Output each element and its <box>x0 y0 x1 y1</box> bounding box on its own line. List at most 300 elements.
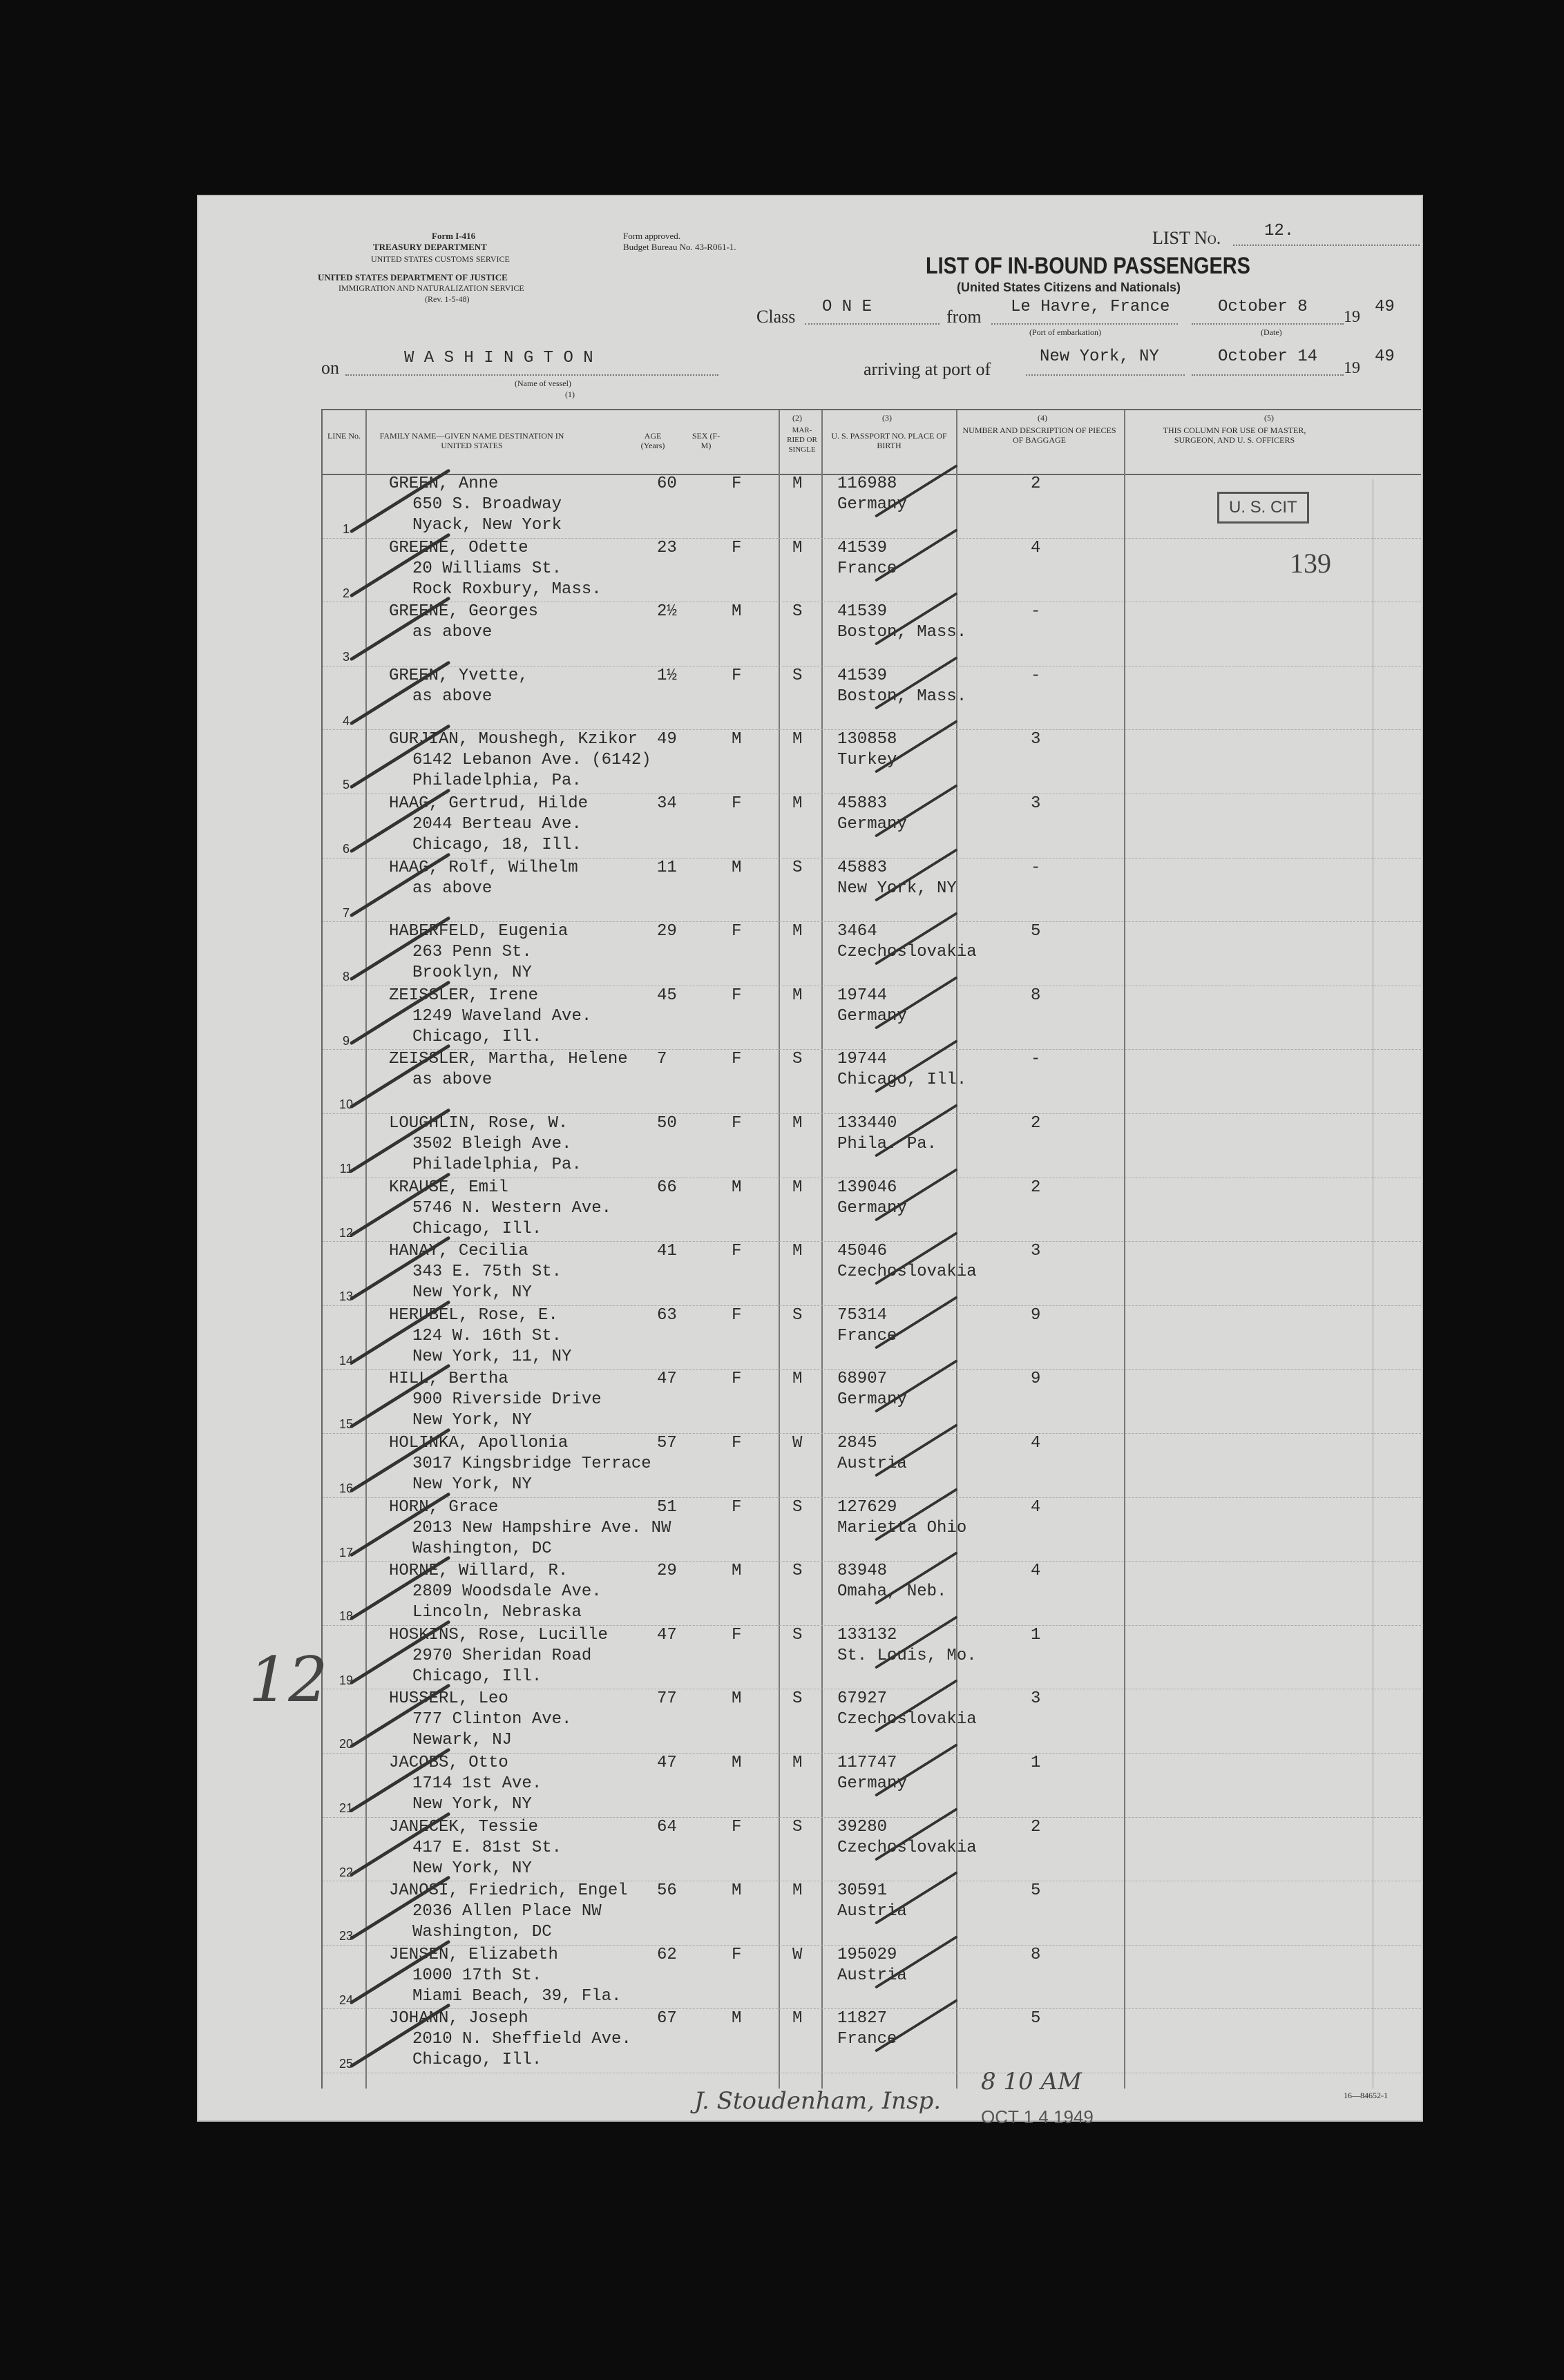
passenger-address: 2970 Sheridan Road <box>412 1646 592 1665</box>
passenger-address: 2036 Allen Place NW <box>412 1902 602 1921</box>
passenger-sex: F <box>732 986 742 1005</box>
passenger-name: HOLINKA, Apollonia <box>389 1434 569 1452</box>
marital-status: S <box>792 1497 803 1517</box>
place-of-birth: Turkey <box>837 751 897 770</box>
passenger-city: Chicago, 18, Ill. <box>412 836 582 854</box>
col-num-5: (5) <box>1264 413 1274 423</box>
table-row <box>323 1561 1421 1625</box>
passenger-sex: F <box>732 922 742 941</box>
manifest-page <box>197 195 1423 2127</box>
passenger-name: GREEN, Yvette, <box>389 666 528 685</box>
baggage-count: 3 <box>1031 1242 1041 1261</box>
baggage-count: 1 <box>1031 1625 1041 1644</box>
col-baggage: NUMBER AND DESCRIPTION OF PIECES OF BAGGAGE <box>962 425 1116 445</box>
col-married: MAR-RIED OR SINGLE <box>787 426 817 454</box>
margin-page-mark: 12 <box>249 1644 328 1716</box>
passenger-address: 20 Williams St. <box>412 559 562 578</box>
list-no-value: 12. <box>1264 222 1295 240</box>
passenger-address: as above <box>412 623 493 642</box>
marital-status: S <box>792 858 803 877</box>
marital-status: M <box>792 986 803 1005</box>
passenger-sex: F <box>732 1305 742 1325</box>
row-number: 2 <box>342 586 350 600</box>
passenger-table <box>321 409 1421 2089</box>
row-number: 9 <box>342 1033 350 1048</box>
table-row <box>323 1049 1421 1113</box>
arrival-date: October 14 <box>1218 347 1318 366</box>
place-of-birth: France <box>837 2030 897 2049</box>
print-code: 16—84652-1 <box>1344 2091 1388 2100</box>
place-of-birth: Germany <box>837 1774 907 1793</box>
table-row <box>323 1369 1421 1433</box>
table-row <box>323 1178 1421 1242</box>
baggage-count: 2 <box>1031 1114 1041 1133</box>
row-number: 19 <box>338 1673 354 1687</box>
passenger-city: Chicago, Ill. <box>412 1219 542 1238</box>
baggage-count: - <box>1031 1050 1041 1069</box>
row-number: 24 <box>338 1993 354 2007</box>
passport-number: 67927 <box>837 1689 888 1709</box>
passenger-age: 62 <box>657 1945 677 1964</box>
passenger-address: 1714 1st Ave. <box>412 1774 542 1793</box>
arrival-time: 8 10 AM <box>981 2068 1082 2095</box>
baggage-count: - <box>1031 858 1041 877</box>
place-of-birth: New York, NY <box>837 879 957 898</box>
table-row <box>323 1753 1421 1817</box>
passport-number: 133440 <box>837 1114 897 1133</box>
passenger-name: HORN, Grace <box>389 1497 499 1517</box>
baggage-count: 3 <box>1031 730 1041 749</box>
marital-status: S <box>792 1562 803 1581</box>
passenger-name: LOUGHLIN, Rose, W. <box>389 1114 569 1133</box>
passenger-name: HAAG, Rolf, Wilhelm <box>389 858 578 877</box>
table-row <box>323 1497 1421 1562</box>
budget-bureau: Budget Bureau No. 43-R061-1. <box>623 242 736 252</box>
row-number: 7 <box>342 905 350 920</box>
passenger-sex: F <box>732 794 742 813</box>
place-of-birth: Czechoslovakia <box>837 943 977 962</box>
year-prefix-1: 19 <box>1344 308 1360 326</box>
passenger-sex: F <box>732 538 742 557</box>
passenger-age: 2½ <box>657 602 677 622</box>
passenger-sex: M <box>732 2009 742 2028</box>
place-of-birth: Austria <box>837 1455 907 1473</box>
marital-status: S <box>792 666 803 685</box>
passenger-sex: M <box>732 1178 742 1197</box>
place-of-birth: Chicago, Ill. <box>837 1071 967 1090</box>
class-label: Class <box>756 307 796 327</box>
date-caption: (Date) <box>1261 327 1282 337</box>
baggage-count: 2 <box>1031 1817 1041 1836</box>
passenger-name: JANOSI, Friedrich, Engel <box>389 1881 628 1901</box>
passenger-sex: M <box>732 858 742 877</box>
passenger-age: 23 <box>657 538 677 557</box>
passenger-age: 60 <box>657 474 677 493</box>
place-of-birth: Czechoslovakia <box>837 1710 977 1729</box>
passenger-sex: F <box>732 1434 742 1452</box>
row-number: 25 <box>338 2057 354 2071</box>
passenger-name: HABERFELD, Eugenia <box>389 922 569 941</box>
ins: IMMIGRATION AND NATURALIZATION SERVICE <box>338 283 524 293</box>
form-id: Form I-416 <box>432 231 476 241</box>
passenger-sex: F <box>732 1625 742 1644</box>
row-number: 11 <box>339 1162 353 1175</box>
passenger-city: New York, NY <box>412 1795 532 1814</box>
table-row <box>323 1881 1421 1945</box>
passport-number: 75314 <box>837 1305 888 1325</box>
passenger-sex: F <box>732 474 742 493</box>
place-of-birth: Austria <box>837 1966 907 1985</box>
passenger-age: 45 <box>657 986 677 1005</box>
passenger-city: Chicago, Ill. <box>412 1027 542 1046</box>
from-label: from <box>946 307 982 327</box>
baggage-count: - <box>1031 602 1041 622</box>
table-row <box>323 1113 1421 1178</box>
passenger-sex: M <box>732 1562 742 1581</box>
marital-status: W <box>792 1434 803 1452</box>
passport-number: 39280 <box>837 1817 888 1836</box>
passenger-city: New York, NY <box>412 1283 532 1303</box>
arrival-port: New York, NY <box>1040 347 1159 366</box>
place-of-birth: France <box>837 1326 897 1345</box>
marital-status: S <box>792 602 803 622</box>
baggage-count: 8 <box>1031 1945 1041 1964</box>
passport-number: 11827 <box>837 2009 888 2028</box>
passenger-sex: M <box>732 602 742 622</box>
passenger-age: 49 <box>657 730 677 749</box>
passenger-name: GREENE, Odette <box>389 538 528 557</box>
marital-status: M <box>792 1881 803 1901</box>
row-number: 12 <box>338 1225 354 1240</box>
form-title: LIST OF IN-BOUND PASSENGERS <box>926 253 1250 279</box>
baggage-count: 5 <box>1031 1881 1041 1901</box>
col-sex: SEX (F-M) <box>692 431 721 450</box>
passport-number: 130858 <box>837 730 897 749</box>
passenger-city: Nyack, New York <box>412 516 562 535</box>
passenger-city: Chicago, Ill. <box>412 1667 542 1686</box>
marital-status: M <box>792 1114 803 1133</box>
us-citizen-stamp: U. S. CIT <box>1217 492 1309 524</box>
passenger-address: 900 Riverside Drive <box>412 1390 602 1410</box>
passenger-sex: F <box>732 1050 742 1069</box>
passenger-address: as above <box>412 687 493 706</box>
marital-status: S <box>792 1689 803 1709</box>
table-row <box>323 1945 1421 2009</box>
passenger-sex: M <box>732 1881 742 1901</box>
passenger-name: HOSKINS, Rose, Lucille <box>389 1625 608 1644</box>
marital-status: M <box>792 1178 803 1197</box>
row-number: 4 <box>342 713 350 728</box>
marital-status: M <box>792 1754 803 1772</box>
passenger-name: JOHANN, Joseph <box>389 2009 528 2028</box>
passenger-address: 1249 Waveland Ave. <box>412 1006 592 1026</box>
passenger-age: 57 <box>657 1434 677 1452</box>
inspector-signature: J. Stoudenham, Insp. <box>694 2087 942 2115</box>
passenger-city: New York, NY <box>412 1475 532 1494</box>
passenger-address: 417 E. 81st St. <box>412 1838 562 1857</box>
row-number: 13 <box>338 1289 354 1304</box>
passenger-name: HAAG, Gertrud, Hilde <box>389 794 589 813</box>
passenger-age: 1½ <box>657 666 677 685</box>
customs-service: UNITED STATES CUSTOMS SERVICE <box>371 254 510 264</box>
passport-number: 68907 <box>837 1370 888 1389</box>
passenger-name: GREENE, Georges <box>389 602 539 622</box>
passenger-age: 29 <box>657 1562 677 1581</box>
baggage-count: - <box>1031 666 1041 685</box>
passenger-age: 66 <box>657 1178 677 1197</box>
passenger-city: New York, NY <box>412 1411 532 1430</box>
marital-status: M <box>792 922 803 941</box>
passenger-age: 63 <box>657 1305 677 1325</box>
place-of-birth: Germany <box>837 1198 907 1218</box>
place-of-birth: Omaha, Neb. <box>837 1582 947 1602</box>
embark-date: October 8 <box>1218 298 1308 316</box>
marital-status: M <box>792 538 803 557</box>
place-of-birth: Germany <box>837 1390 907 1410</box>
from-value: Le Havre, France <box>1011 298 1170 316</box>
passenger-address: 2044 Berteau Ave. <box>412 815 582 834</box>
passenger-age: 34 <box>657 794 677 813</box>
passenger-address: 650 S. Broadway <box>412 495 562 514</box>
place-of-birth: France <box>837 559 897 578</box>
passenger-age: 50 <box>657 1114 677 1133</box>
embark-year: 49 <box>1375 298 1395 316</box>
treasury-dept: TREASURY DEPARTMENT <box>373 242 487 252</box>
marital-status: M <box>792 1242 803 1261</box>
place-of-birth: Czechoslovakia <box>837 1263 977 1282</box>
passenger-age: 7 <box>657 1050 667 1069</box>
row-number: 3 <box>342 650 350 664</box>
list-no-label: LIST No. <box>1152 228 1221 248</box>
passport-number: 19744 <box>837 986 888 1005</box>
passenger-city: Philadelphia, Pa. <box>412 771 582 791</box>
passenger-address: 1000 17th St. <box>412 1966 542 1985</box>
passenger-address: 777 Clinton Ave. <box>412 1710 572 1729</box>
passenger-age: 47 <box>657 1754 677 1772</box>
baggage-count: 1 <box>1031 1754 1041 1772</box>
row-number: 23 <box>338 1929 354 1944</box>
passenger-sex: F <box>732 1945 742 1964</box>
baggage-count: 3 <box>1031 1689 1041 1709</box>
passenger-address: as above <box>412 879 493 898</box>
marital-status: S <box>792 1817 803 1836</box>
col-num-3: (3) <box>882 413 892 423</box>
passenger-city: Lincoln, Nebraska <box>412 1603 582 1622</box>
passport-number: 45883 <box>837 794 888 813</box>
row-number: 21 <box>338 1801 354 1815</box>
passenger-age: 51 <box>657 1497 677 1517</box>
passenger-age: 47 <box>657 1370 677 1389</box>
passenger-age: 11 <box>657 858 677 877</box>
passenger-address: 6142 Lebanon Ave. (6142) <box>412 751 651 770</box>
passenger-address: 2809 Woodsdale Ave. <box>412 1582 602 1602</box>
marital-status: S <box>792 1305 803 1325</box>
vessel-caption: (Name of vessel) <box>515 378 571 388</box>
form-approved: Form approved. <box>623 231 681 241</box>
passenger-address: 263 Penn St. <box>412 943 532 962</box>
baggage-count: 8 <box>1031 986 1041 1005</box>
baggage-count: 9 <box>1031 1305 1041 1325</box>
col-passport: U. S. PASSPORT NO. PLACE OF BIRTH <box>831 431 947 450</box>
col-num-4: (4) <box>1038 413 1047 423</box>
passport-number: 139046 <box>837 1178 897 1197</box>
passenger-name: JANECEK, Tessie <box>389 1817 539 1836</box>
passenger-name: GURJIAN, Moushegh, Kzikor <box>389 730 638 749</box>
passenger-sex: F <box>732 1370 742 1389</box>
row-number: 15 <box>338 1417 354 1432</box>
passenger-city: New York, NY <box>412 1859 532 1878</box>
table-row <box>323 858 1421 922</box>
table-row <box>323 1817 1421 1881</box>
arriving-label: arriving at port of <box>864 359 991 379</box>
passenger-age: 47 <box>657 1625 677 1644</box>
place-of-birth: Germany <box>837 495 907 514</box>
passport-number: 45883 <box>837 858 888 877</box>
row-number: 20 <box>338 1737 354 1752</box>
row-number: 18 <box>338 1609 354 1624</box>
passenger-name: JENSEN, Elizabeth <box>389 1945 558 1964</box>
marital-status: M <box>792 474 803 493</box>
passenger-name: HANAY, Cecilia <box>389 1242 528 1261</box>
year-prefix-2: 19 <box>1344 359 1360 377</box>
passenger-city: Washington, DC <box>412 1923 552 1942</box>
passenger-age: 41 <box>657 1242 677 1261</box>
place-of-birth: Marietta Ohio <box>837 1518 967 1537</box>
passport-number: 195029 <box>837 1945 897 1964</box>
baggage-count: 2 <box>1031 1178 1041 1197</box>
passenger-city: New York, 11, NY <box>412 1347 572 1366</box>
place-of-birth: Germany <box>837 1006 907 1026</box>
table-row <box>323 666 1421 730</box>
row-number: 10 <box>338 1097 354 1112</box>
row-number: 5 <box>342 778 350 792</box>
rev: (Rev. 1-5-48) <box>425 294 470 304</box>
passenger-sex: F <box>732 1242 742 1261</box>
passport-number: 41539 <box>837 666 888 685</box>
passenger-name: HILL, Bertha <box>389 1370 508 1389</box>
passport-number: 2845 <box>837 1434 877 1452</box>
col-age: AGE (Years) <box>640 431 665 450</box>
passenger-sex: M <box>732 730 742 749</box>
passenger-address: 3502 Bleigh Ave. <box>412 1135 572 1153</box>
row-number: 1 <box>342 522 350 536</box>
row-number: 17 <box>338 1545 354 1560</box>
row-number: 16 <box>338 1481 354 1495</box>
table-row <box>323 794 1421 858</box>
passenger-name: HORNE, Willard, R. <box>389 1562 569 1581</box>
passenger-city: Washington, DC <box>412 1539 552 1558</box>
row-number: 22 <box>338 1865 354 1879</box>
table-row <box>323 602 1421 666</box>
port-caption: (Port of embarkation) <box>1029 327 1101 337</box>
baggage-count: 4 <box>1031 1497 1041 1517</box>
passenger-city: Miami Beach, 39, Fla. <box>412 1986 622 2006</box>
passenger-name: HUSSERL, Leo <box>389 1689 508 1709</box>
passport-number: 41539 <box>837 602 888 622</box>
passenger-sex: M <box>732 1754 742 1772</box>
passenger-city: Philadelphia, Pa. <box>412 1155 582 1174</box>
table-row <box>323 2008 1421 2073</box>
table-row <box>323 1433 1421 1497</box>
passport-number: 45046 <box>837 1242 888 1261</box>
passenger-address: 5746 N. Western Ave. <box>412 1198 612 1218</box>
table-row <box>323 1625 1421 1689</box>
passenger-sex: F <box>732 1497 742 1517</box>
passport-number: 133132 <box>837 1625 897 1644</box>
passenger-name: GREEN, Anne <box>389 474 499 493</box>
table-row <box>323 729 1421 794</box>
marital-status: M <box>792 794 803 813</box>
baggage-count: 4 <box>1031 1434 1041 1452</box>
passenger-name: HERUBEL, Rose, E. <box>389 1305 558 1325</box>
place-of-birth: St. Louis, Mo. <box>837 1646 977 1665</box>
arrival-year: 49 <box>1375 347 1395 366</box>
passport-number: 116988 <box>837 474 897 493</box>
table-row <box>323 1305 1421 1370</box>
baggage-count: 2 <box>1031 474 1041 493</box>
passenger-sex: M <box>732 1689 742 1709</box>
passenger-name: KRAUSE, Emil <box>389 1178 508 1197</box>
table-row <box>323 921 1421 986</box>
marital-status: S <box>792 1625 803 1644</box>
passenger-address: 2013 New Hampshire Ave. NW <box>412 1518 671 1537</box>
place-of-birth: Czechoslovakia <box>837 1838 977 1857</box>
passenger-address: 2010 N. Sheffield Ave. <box>412 2030 631 2049</box>
passport-number: 117747 <box>837 1754 897 1772</box>
place-of-birth: Boston, Mass. <box>837 623 967 642</box>
table-row <box>323 1241 1421 1305</box>
place-of-birth: Austria <box>837 1902 907 1921</box>
vessel-col-num: (1) <box>565 390 575 399</box>
passenger-age: 77 <box>657 1689 677 1709</box>
stamp-number: 139 <box>1290 548 1331 579</box>
place-of-birth: Boston, Mass. <box>837 687 967 706</box>
row-number: 14 <box>338 1353 354 1367</box>
marital-status: S <box>792 1050 803 1069</box>
passport-number: 41539 <box>837 538 888 557</box>
passport-number: 3464 <box>837 922 877 941</box>
baggage-count: 9 <box>1031 1370 1041 1389</box>
col-line: LINE No. <box>327 431 361 441</box>
passenger-address: 124 W. 16th St. <box>412 1326 562 1345</box>
col-num-2: (2) <box>792 413 802 423</box>
marital-status: M <box>792 1370 803 1389</box>
class-value: O N E <box>822 298 872 316</box>
passenger-city: Newark, NJ <box>412 1731 513 1750</box>
place-of-birth: Phila. Pa. <box>837 1135 937 1153</box>
passport-number: 19744 <box>837 1050 888 1069</box>
baggage-count: 5 <box>1031 922 1041 941</box>
passenger-name: JACOBS, Otto <box>389 1754 508 1772</box>
vessel-name: W A S H I N G T O N <box>404 349 593 367</box>
row-number: 8 <box>342 970 350 984</box>
passenger-city: Brooklyn, NY <box>412 963 532 983</box>
date-stamp: OCT 1 4 1949 <box>981 2107 1094 2127</box>
passenger-age: 29 <box>657 922 677 941</box>
doj: UNITED STATES DEPARTMENT OF JUSTICE <box>318 272 508 282</box>
place-of-birth: Germany <box>837 815 907 834</box>
col-use: THIS COLUMN FOR USE OF MASTER, SURGEON, AND U. S. OFFICERS <box>1163 425 1306 445</box>
passenger-sex: F <box>732 1114 742 1133</box>
passport-number: 83948 <box>837 1562 888 1581</box>
passenger-address: 3017 Kingsbridge Terrace <box>412 1455 651 1473</box>
baggage-count: 4 <box>1031 1562 1041 1581</box>
passenger-city: Rock Roxbury, Mass. <box>412 579 602 599</box>
form-subtitle: (United States Citizens and Nationals) <box>957 280 1181 294</box>
marital-status: M <box>792 730 803 749</box>
table-row <box>323 538 1421 602</box>
passport-number: 30591 <box>837 1881 888 1901</box>
